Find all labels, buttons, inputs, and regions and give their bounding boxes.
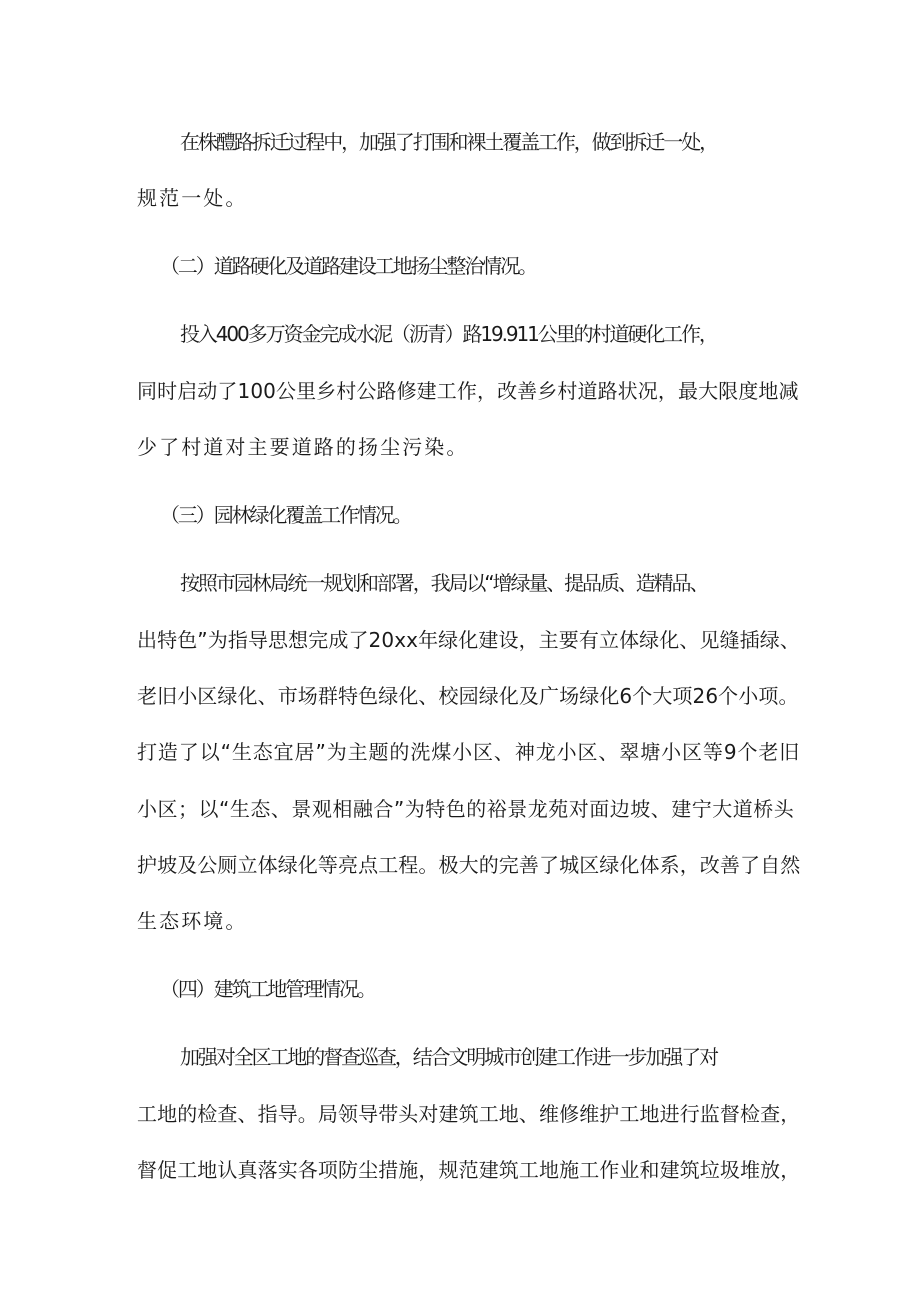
paragraph-3-line-7: 生态环境。 bbox=[137, 909, 248, 933]
paragraph-4-line-3: 督促工地认真落实各项防尘措施，规范建筑工地施工作业和建筑垃圾堆放， bbox=[137, 1158, 801, 1182]
paragraph-1-line-2: 规范一处。 bbox=[137, 186, 248, 210]
paragraph-3-line-5: 小区；以“生态、景观相融合”为特色的裕景龙苑对面边坡、建宁大道桥头 bbox=[137, 797, 795, 821]
paragraph-3-line-3: 老旧小区绿化、市场群特色绿化、校园绿化及广场绿化6个大项26个小项。 bbox=[137, 684, 799, 708]
paragraph-3-line-4: 打造了以“生态宜居”为主题的洗煤小区、神龙小区、翠塘小区等9个老旧 bbox=[137, 740, 801, 764]
section-heading-4: （四）建筑工地管理情况。 bbox=[160, 977, 375, 1001]
paragraph-1-line-1: 在株醴路拆迁过程中，加强了打围和裸土覆盖工作，做到拆迁一处， bbox=[180, 130, 717, 154]
paragraph-2-line-2: 同时启动了100公里乡村公路修建工作，改善乡村道路状况，最大限度地减 bbox=[137, 379, 799, 403]
paragraph-3-line-6: 护坡及公厕立体绿化等亮点工程。极大的完善了城区绿化体系，改善了自然 bbox=[137, 853, 801, 877]
paragraph-4-line-2: 工地的检查、指导。局领导带头对建筑工地、维修维护工地进行监督检查， bbox=[137, 1102, 801, 1126]
paragraph-2-line-1: 投入400多万资金完成水泥（沥青）路19.911公里的村道硬化工作， bbox=[180, 322, 717, 346]
section-heading-2: （二）道路硬化及道路建设工地扬尘整治情况。 bbox=[160, 254, 536, 278]
paragraph-4-line-1: 加强对全区工地的督查巡查，结合文明城市创建工作进一步加强了对 bbox=[180, 1045, 717, 1069]
paragraph-3-line-1: 按照市园林局统一规划和部署，我局以“增绿量、提品质、造精品、 bbox=[180, 571, 708, 595]
paragraph-2-line-3: 少了村道对主要道路的扬尘污染。 bbox=[137, 435, 469, 459]
section-heading-3: （三）园林绿化覆盖工作情况。 bbox=[160, 503, 411, 527]
paragraph-3-line-2: 出特色”为指导思想完成了20xx年绿化建设，主要有立体绿化、见缝插绿、 bbox=[137, 628, 800, 652]
